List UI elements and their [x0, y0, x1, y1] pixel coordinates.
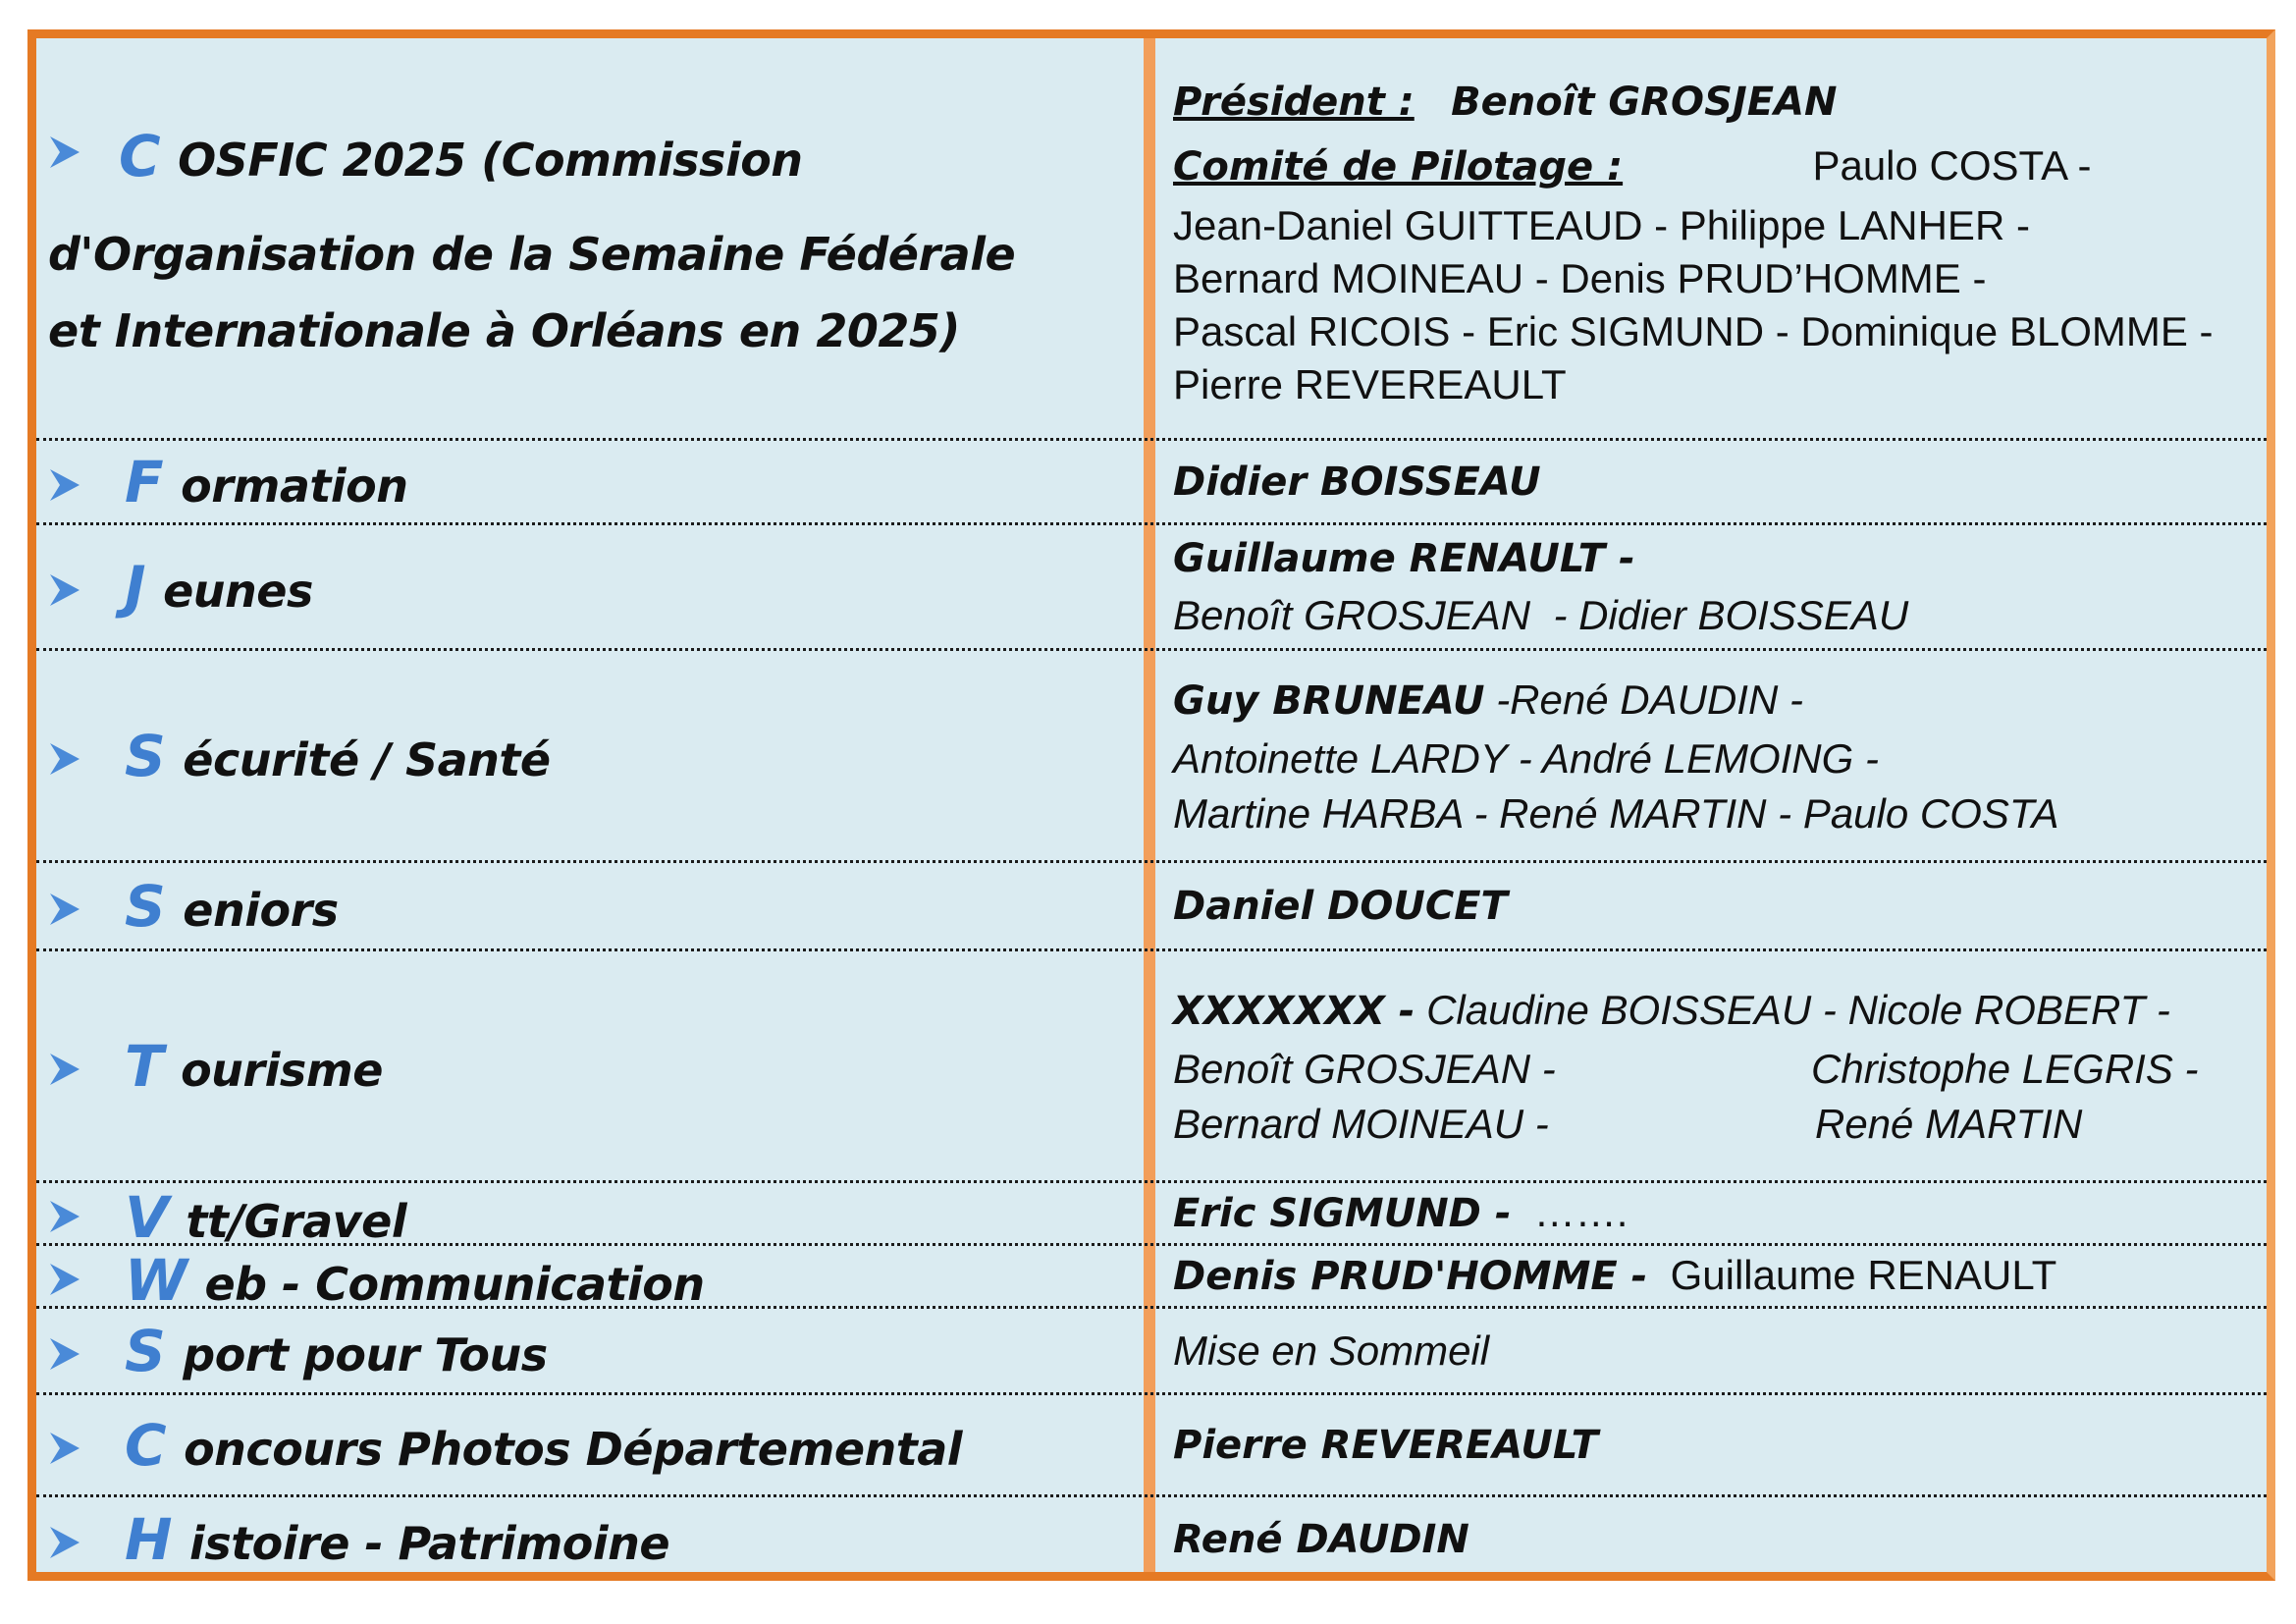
member-line: Martine HARBA - René MARTIN - Paulo COSTA	[1173, 790, 2059, 837]
chevron-right-icon	[48, 1260, 81, 1299]
row-initial: J	[125, 553, 146, 621]
row-initial: C	[125, 1411, 167, 1479]
table-row	[36, 1309, 2267, 1395]
row-title-rest: istoire - Patrimoine	[189, 1516, 670, 1570]
lead-name: René DAUDIN	[1173, 1517, 1469, 1562]
chevron-right-icon	[48, 133, 81, 172]
row-initial: S	[125, 872, 166, 940]
lead-name: Guillaume RENAULT -	[1173, 536, 1635, 581]
lead-members: -René DAUDIN -	[1484, 677, 1803, 723]
table-row	[36, 651, 2267, 863]
row-title-rest: écurité / Santé	[183, 732, 551, 786]
lead-name: Daniel DOUCET	[1173, 884, 1508, 929]
row-title-rest: tt/Gravel	[186, 1194, 407, 1248]
row-title-rest: port pour Tous	[183, 1327, 548, 1381]
row-title-rest: eb - Communication	[204, 1257, 705, 1311]
chevron-right-icon	[48, 465, 81, 505]
chevron-right-icon	[48, 1334, 81, 1374]
member: René MARTIN	[1815, 1101, 2083, 1147]
comite-label: Comité de Pilotage :	[1173, 144, 1624, 189]
president-name: Benoît GROSJEAN	[1451, 80, 1838, 125]
row-initial: H	[125, 1505, 173, 1573]
row-initial: S	[125, 722, 166, 789]
member-line: Benoît GROSJEAN - Didier BOISSEAU	[1173, 592, 1909, 638]
comite-member-line: Bernard MOINEAU - Denis PRUD’HOMME -	[1173, 255, 1987, 301]
row-title-rest: oncours Photos Départemental	[184, 1422, 963, 1476]
member: Christophe LEGRIS -	[1811, 1046, 2199, 1092]
comite-member-line: Pascal RICOIS - Eric SIGMUND - Dominique BLOMME -	[1173, 308, 2214, 354]
row-initial: V	[125, 1183, 169, 1251]
row-title-line: et Internationale à Orléans en 2025)	[48, 304, 960, 357]
row-title-rest: OSFIC 2025 (Commission	[178, 134, 803, 187]
row-initial: C	[119, 123, 161, 189]
table-row	[36, 951, 2267, 1183]
row-initial: T	[125, 1032, 164, 1100]
comite-member-line: Jean-Daniel GUITTEAUD - Philippe LANHER -	[1173, 202, 2030, 248]
lead-name: Pierre REVEREAULT	[1173, 1423, 1598, 1468]
lead-name: Guy BRUNEAU	[1173, 678, 1485, 724]
row-title-rest: eunes	[163, 564, 313, 618]
lead-name: XXXXXXX -	[1173, 989, 1415, 1034]
row-title	[119, 123, 803, 189]
row-initial: S	[125, 1317, 166, 1384]
member: Bernard MOINEAU -	[1173, 1101, 1549, 1147]
member-line: Antoinette LARDY - André LEMOING -	[1173, 735, 1879, 782]
row-title-rest: ourisme	[181, 1043, 383, 1097]
chevron-right-icon	[48, 570, 81, 610]
table-row	[36, 1395, 2267, 1497]
table-row	[36, 441, 2267, 525]
lead-name: Eric SIGMUND -	[1173, 1191, 1512, 1236]
table-row	[36, 1183, 2267, 1251]
chevron-right-icon	[48, 1523, 81, 1562]
table-row	[36, 863, 2267, 951]
row-title-rest: eniors	[183, 883, 339, 937]
chevron-right-icon	[48, 890, 81, 929]
lead-name: Denis PRUD'HOMME -	[1173, 1254, 1648, 1299]
lead-name: Didier BOISSEAU	[1173, 460, 1541, 505]
chevron-right-icon	[48, 1197, 81, 1236]
comite-member: Paulo COSTA -	[1812, 142, 2092, 189]
chevron-right-icon	[48, 1050, 81, 1089]
lead-members: …….	[1511, 1189, 1629, 1235]
president-label: Président :	[1173, 80, 1415, 125]
table-row	[36, 525, 2267, 651]
row-title-rest: ormation	[181, 459, 408, 513]
table-row	[36, 38, 2267, 441]
table-row	[36, 1246, 2267, 1314]
table-row	[36, 1497, 2267, 1581]
commission-table	[27, 29, 2275, 1581]
chevron-right-icon	[48, 739, 81, 779]
comite-member-line: Pierre REVEREAULT	[1173, 361, 1567, 407]
chevron-right-icon	[48, 1429, 81, 1468]
member: Benoît GROSJEAN -	[1173, 1046, 1556, 1092]
lead-members: Guillaume RENAULT	[1647, 1252, 2057, 1298]
row-initial: W	[125, 1246, 187, 1314]
lead-members: Claudine BOISSEAU - Nicole ROBERT -	[1415, 987, 2170, 1033]
status-note: Mise en Sommeil	[1173, 1326, 1490, 1374]
row-title-line: d'Organisation de la Semaine Fédérale	[48, 228, 1016, 281]
row-initial: F	[125, 448, 164, 515]
